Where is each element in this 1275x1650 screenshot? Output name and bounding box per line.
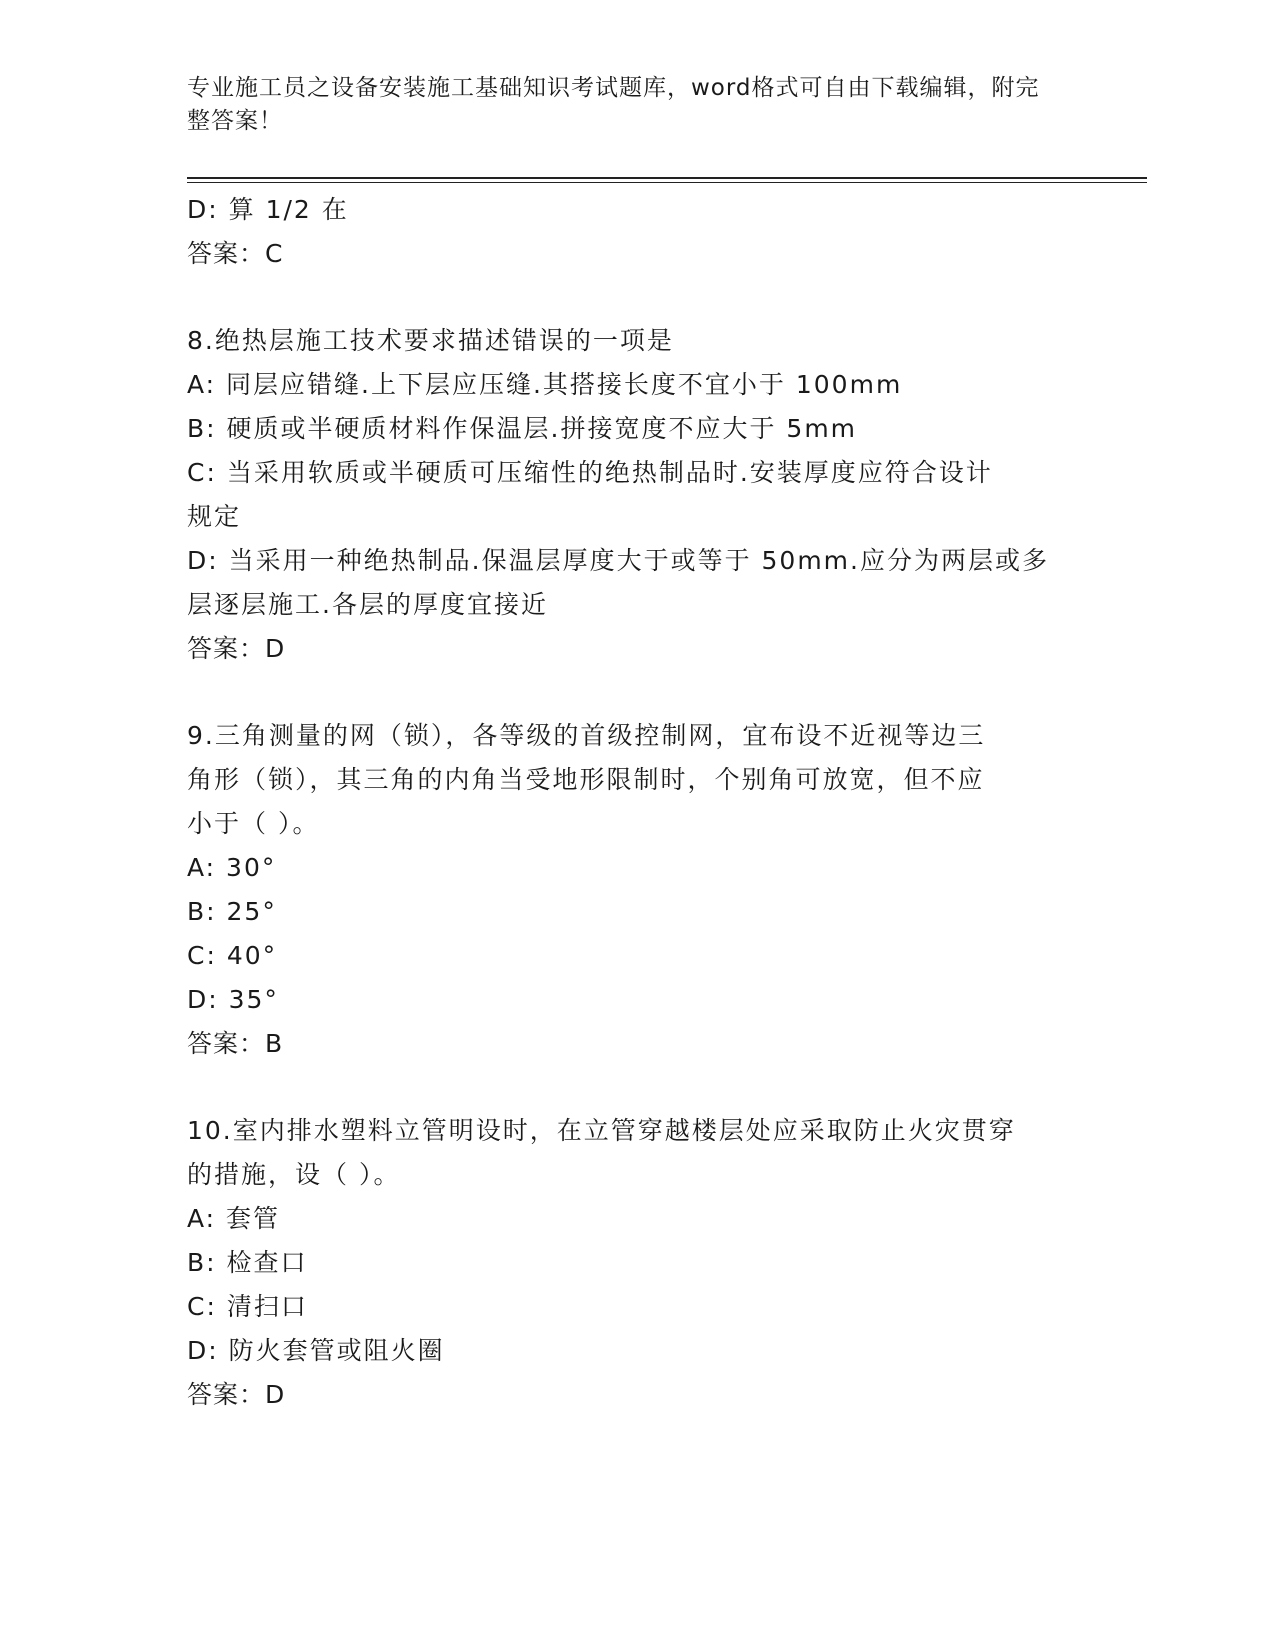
- q8-question: 8.绝热层施工技术要求描述错误的一项是: [187, 326, 674, 355]
- q8-answer: 答案：D: [187, 634, 286, 663]
- q7-option-d: D: 算 1/2 在: [187, 195, 349, 224]
- q10-option-c: C: 清扫口: [187, 1292, 308, 1321]
- q10-question-line1: 10.室内排水塑料立管明设时，在立管穿越楼层处应采取防止火灾贯穿: [187, 1116, 1016, 1145]
- q9-option-a: A: 30°: [187, 853, 277, 882]
- q9-option-b: B: 25°: [187, 897, 277, 926]
- header-divider-thick: [187, 177, 1147, 179]
- q9-answer: 答案：B: [187, 1029, 284, 1058]
- q10-answer: 答案：D: [187, 1380, 286, 1409]
- q9-question-line3: 小于（ ）。: [187, 809, 320, 838]
- q8-option-b: B: 硬质或半硬质材料作保温层.拼接宽度不应大于 5mm: [187, 414, 858, 443]
- q8-option-c-line2: 规定: [187, 502, 242, 531]
- q10-option-a: A: 套管: [187, 1204, 281, 1233]
- q9-option-c: C: 40°: [187, 941, 278, 970]
- q9-option-d: D: 35°: [187, 985, 279, 1014]
- q8-option-d-line2: 层逐层施工.各层的厚度宜接近: [187, 590, 548, 619]
- q7-answer: 答案：C: [187, 239, 284, 268]
- q8-option-d-line1: D: 当采用一种绝热制品.保温层厚度大于或等于 50mm.应分为两层或多: [187, 546, 1049, 575]
- q10-question-line2: 的措施，设（ ）。: [187, 1160, 401, 1189]
- header-divider-thin: [187, 182, 1147, 183]
- q9-question-line1: 9.三角测量的网（锁），各等级的首级控制网，宜布设不近视等边三: [187, 721, 986, 750]
- q8-option-c-line1: C: 当采用软质或半硬质可压缩性的绝热制品时.安装厚度应符合设计: [187, 458, 993, 487]
- document-header: 专业施工员之设备安装施工基础知识考试题库，word格式可自由下载编辑，附完 整答案！: [187, 75, 1040, 134]
- q8-option-a: A: 同层应错缝.上下层应压缝.其搭接长度不宜小于 100mm: [187, 370, 903, 399]
- q10-option-d: D: 防火套管或阻火圈: [187, 1336, 445, 1365]
- q10-option-b: B: 检查口: [187, 1248, 308, 1277]
- q9-question-line2: 角形（锁），其三角的内角当受地形限制时，个别角可放宽，但不应: [187, 765, 985, 794]
